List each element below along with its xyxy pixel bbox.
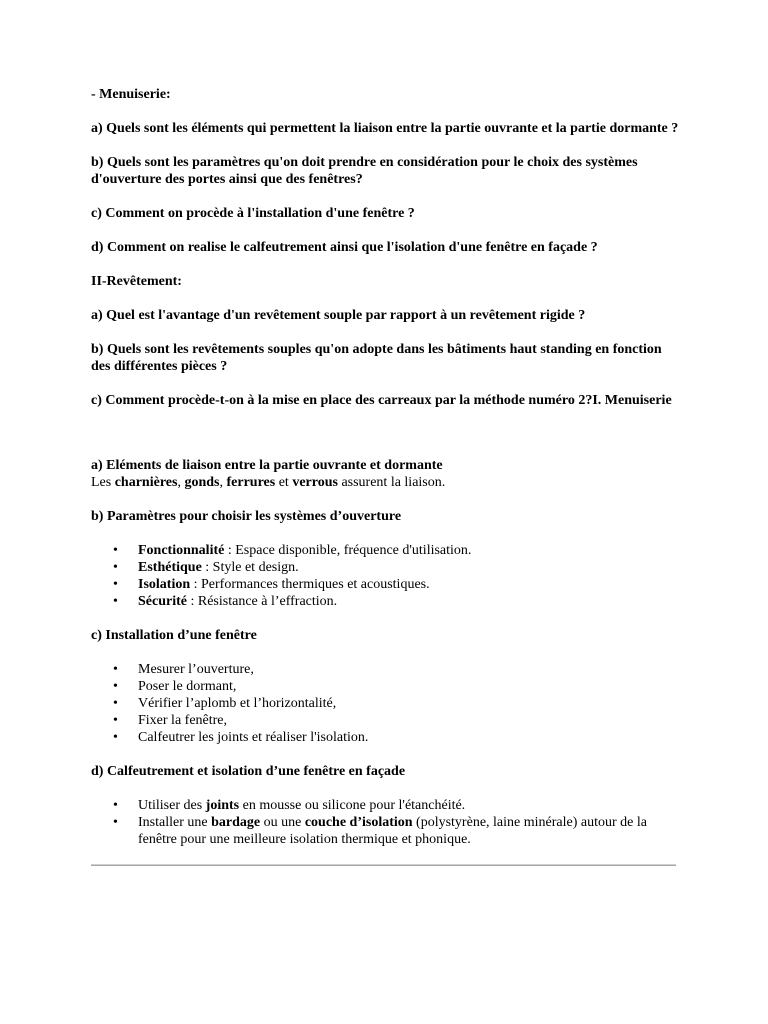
- answer-b-list: [91, 542, 681, 610]
- term-ferrures: ferrures: [226, 475, 276, 490]
- list-item: • Esthétique : Style et design.: [113, 560, 299, 575]
- list-item: • Isolation : Performances thermiques et acoustiques.: [113, 577, 430, 592]
- revetement-question-a: a) Quel est l'avantage d'un revêtement souple par rapport à un revêtement rigide ?: [91, 308, 586, 323]
- list-item: • Utiliser des joints en mousse ou silicone pour l'étanchéité.: [113, 798, 466, 813]
- list-item: • Installer une bardage ou une couche d’isolation (polystyrène, laine minérale) autour de la fenêtre pour une meilleure isolation thermique et phonique.: [113, 815, 647, 847]
- bullet-icon: •: [113, 713, 118, 728]
- answer-a-title: a) Eléments de liaison entre la partie ouvrante et dormante: [91, 458, 443, 473]
- horizontal-divider: [91, 864, 676, 866]
- question-c: c) Comment on procède à l'installation d'une fenêtre ?: [91, 206, 415, 221]
- bullet-icon: •: [113, 730, 118, 745]
- term-charnieres: charnières: [114, 475, 178, 490]
- bullet-icon: •: [113, 696, 118, 711]
- question-d: d) Comment on realise le calfeutrement ainsi que l'isolation d'une fenêtre en façade ?: [91, 240, 598, 255]
- bullet-icon: •: [113, 662, 118, 677]
- bullet-icon: •: [113, 679, 118, 694]
- question-b: b) Quels sont les paramètres qu'on doit prendre en considération pour le choix des systèmes d'ouverture des portes ainsi que des fenêtres?: [91, 155, 638, 187]
- bullet-icon: •: [113, 798, 118, 813]
- bullet-icon: •: [113, 594, 118, 609]
- answer-c-list: [91, 661, 681, 746]
- term-gonds: gonds: [184, 475, 220, 490]
- list-item: • Fixer la fenêtre,: [113, 713, 228, 728]
- question-a: a) Quels sont les éléments qui permettent la liaison entre la partie ouvrante et la partie dormante ?: [91, 121, 679, 136]
- term-verrous: verrous: [292, 475, 338, 490]
- list-item: • Fonctionnalité : Espace disponible, fréquence d'utilisation.: [113, 543, 472, 558]
- answer-b-title: b) Paramètres pour choisir les systèmes d’ouverture: [91, 509, 402, 524]
- document-content: [91, 86, 681, 866]
- bullet-icon: •: [113, 543, 118, 558]
- list-item: • Calfeutrer les joints et réaliser l'isolation.: [113, 730, 369, 745]
- answer-c-title: c) Installation d’une fenêtre: [91, 628, 257, 643]
- bullet-icon: •: [113, 577, 118, 592]
- revetement-question-c: c) Comment procède-t-on à la mise en place des carreaux par la méthode numéro 2?I. Menuiserie: [91, 393, 672, 408]
- bullet-icon: •: [113, 560, 118, 575]
- heading-menuiserie: - Menuiserie:: [91, 87, 171, 102]
- heading-revetement: II-Revêtement:: [91, 274, 182, 289]
- answer-d-list: [91, 797, 681, 848]
- revetement-question-b: b) Quels sont les revêtements souples qu'on adopte dans les bâtiments haut standing en fonction des différentes pièces ?: [91, 342, 662, 374]
- list-item: • Vérifier l’aplomb et l’horizontalité,: [113, 696, 337, 711]
- bullet-icon: •: [113, 815, 118, 830]
- answer-a-text: Les charnières, gonds, ferrures et verrous assurent la liaison.: [91, 475, 446, 490]
- answer-d-title: d) Calfeutrement et isolation d’une fenêtre en façade: [91, 764, 406, 779]
- list-item: • Poser le dormant,: [113, 679, 237, 694]
- list-item: • Mesurer l’ouverture,: [113, 662, 254, 677]
- list-item: • Sécurité : Résistance à l’effraction.: [113, 594, 338, 609]
